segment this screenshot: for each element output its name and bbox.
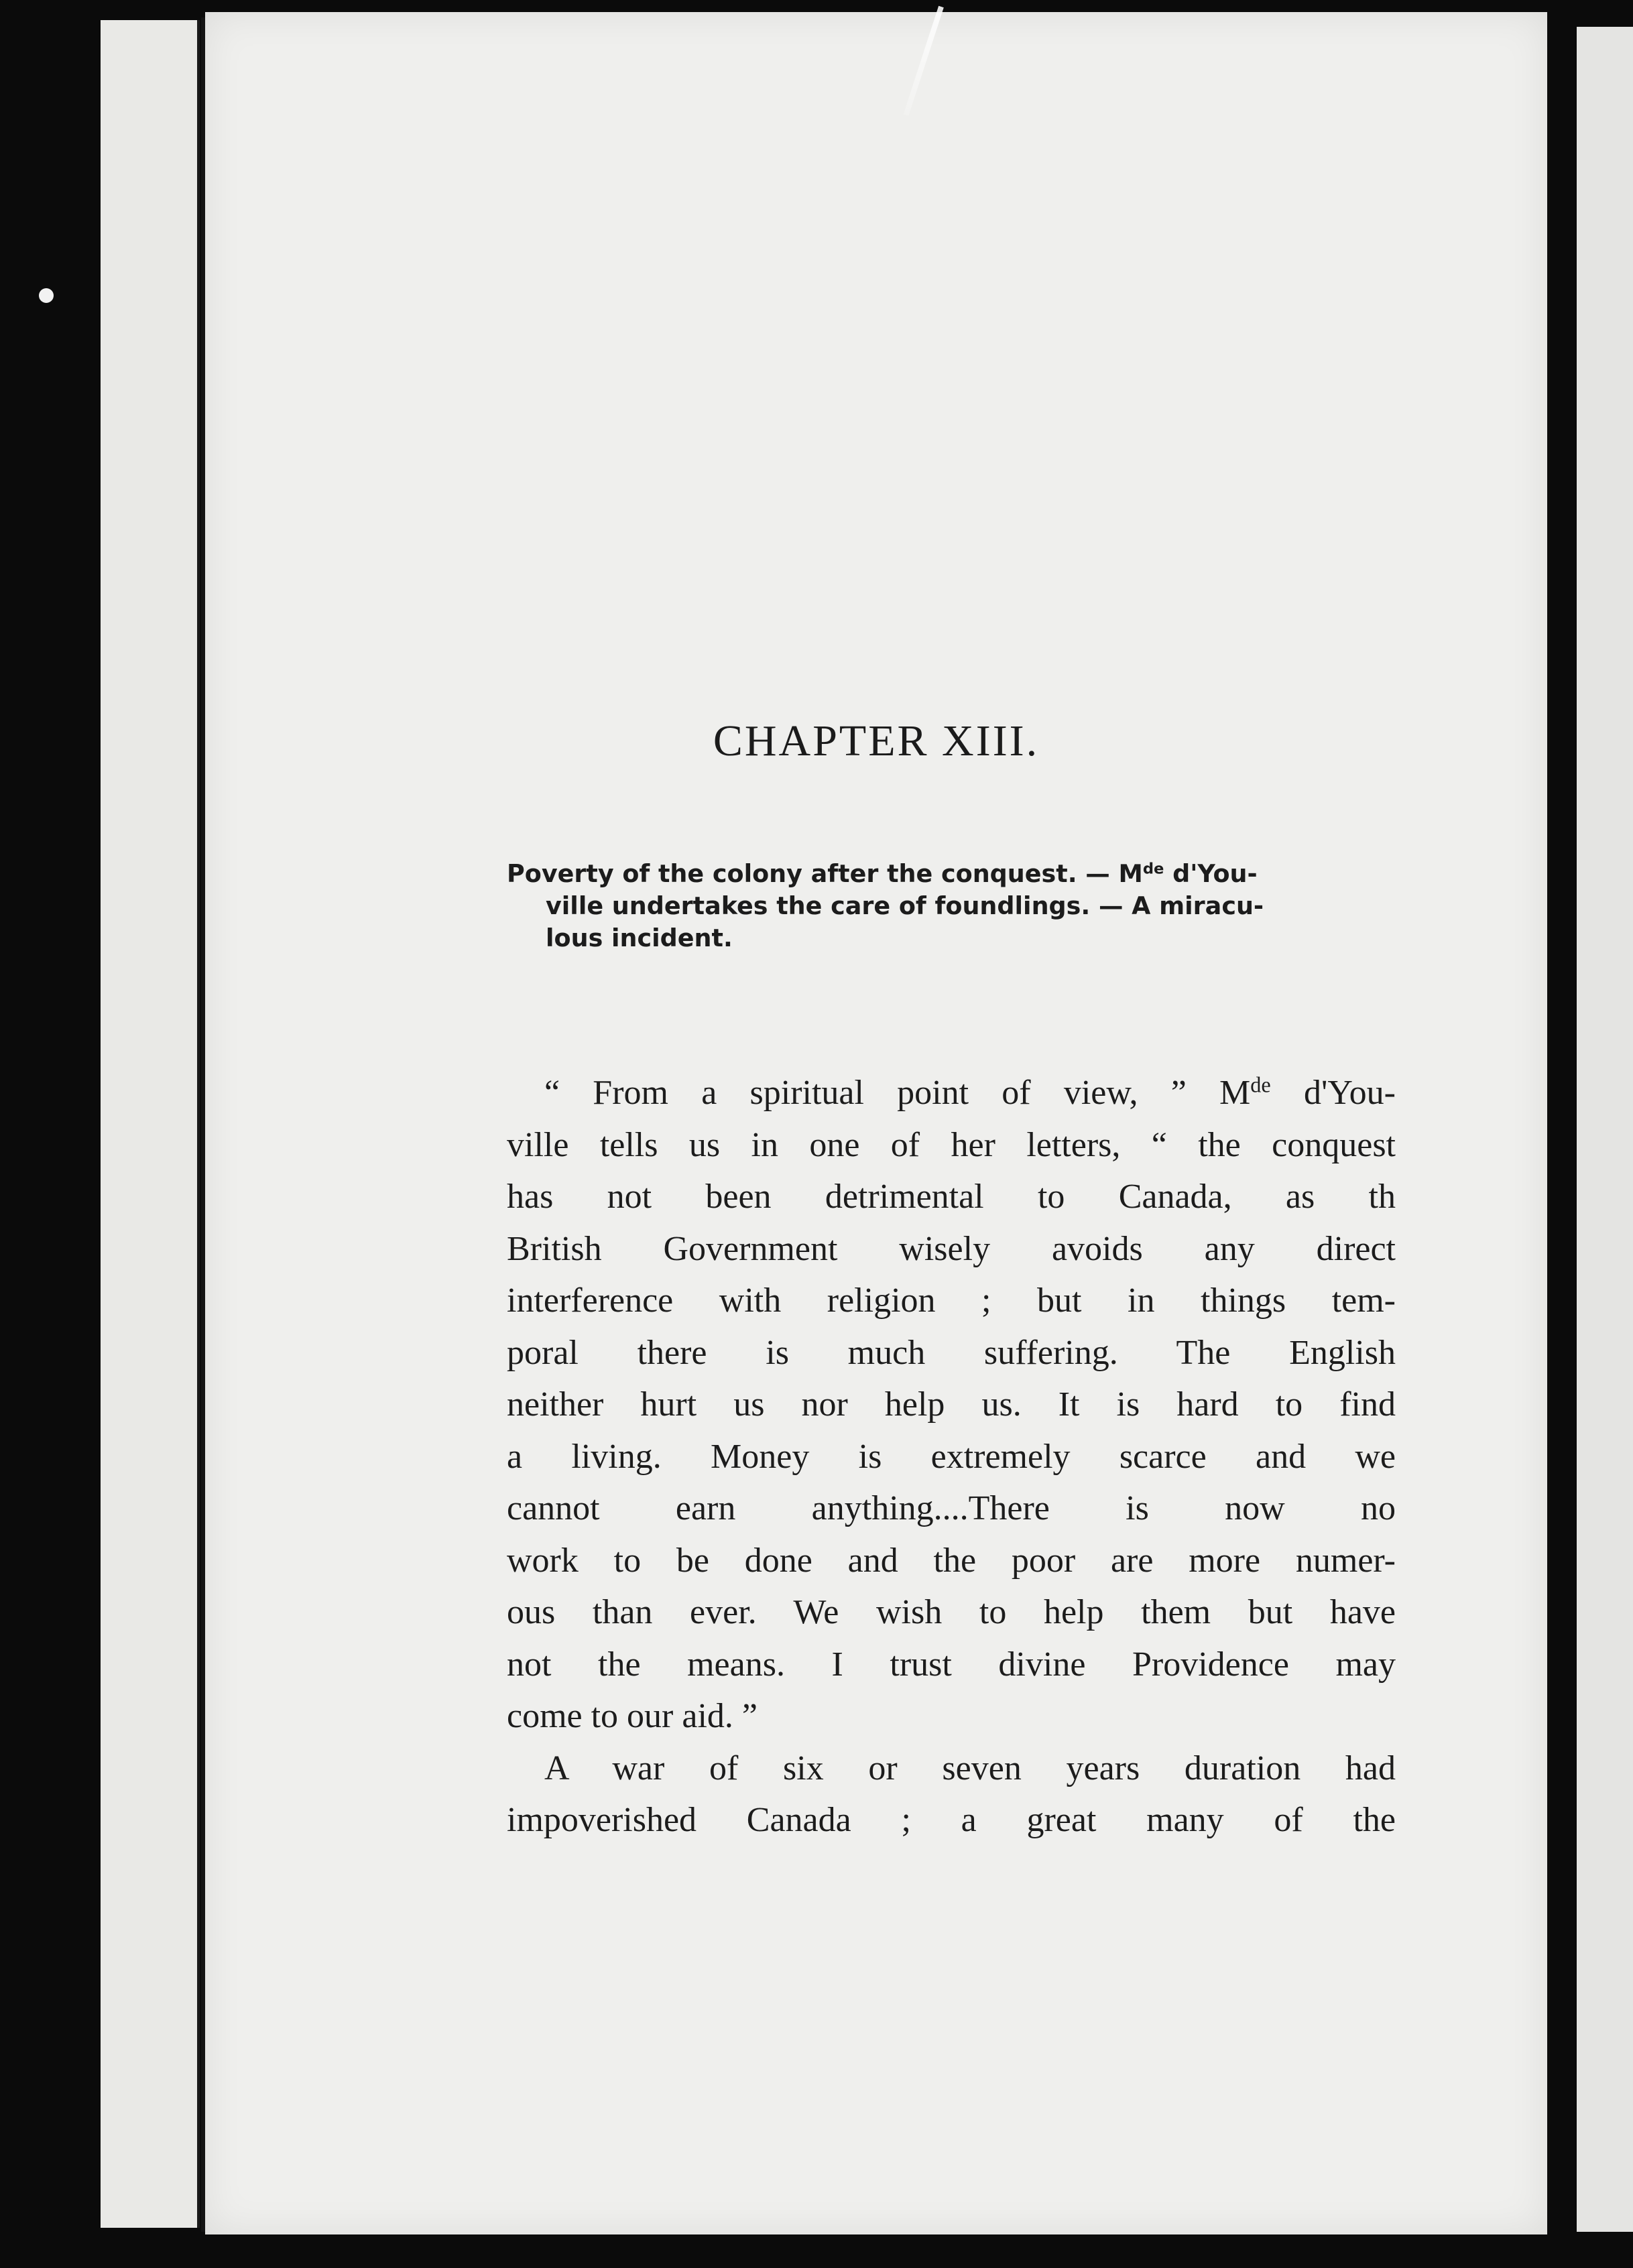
body-line: impoverished Canada ; a great many of the (507, 1801, 1396, 1839)
body-line: ous than ever. We wish to help them but have (507, 1593, 1396, 1631)
body-line: poral there is much suffering. The English (507, 1333, 1396, 1372)
bottom-margin-shadow (0, 2234, 1633, 2268)
body-line: A war of six or seven years duration had (544, 1749, 1396, 1787)
summary-text-end: d'You- ville undertakes the care of foundlings. — A miracu- lous incident. (546, 859, 1264, 952)
body-line: has not been detrimental to Canada, as th (507, 1178, 1396, 1216)
body-text (507, 1067, 1396, 1846)
body-line: British Government wisely avoids any direct (507, 1229, 1396, 1268)
body-line-end: d'You- (1270, 1074, 1396, 1112)
body-line: neither hurt us nor help us. It is hard to find (507, 1385, 1396, 1424)
facing-page-edge (1577, 27, 1633, 2232)
body-line: cannot earn anything....There is now no (507, 1489, 1396, 1527)
chapter-title: CHAPTER XIII. (713, 716, 1040, 765)
page-edge (164, 20, 200, 2228)
body-line: come to our aid. ” (507, 1697, 758, 1735)
body-line-start: “ From a spiritual point of view, ” M (544, 1074, 1251, 1112)
body-line: not the means. I trust divine Providence may (507, 1645, 1396, 1684)
body-line: work to be done and the poor are more numer- (507, 1541, 1396, 1580)
body-superscript: de (1250, 1072, 1271, 1097)
body-line: ville tells us in one of her letters, “ the conquest (507, 1125, 1396, 1164)
body-line (507, 1067, 1396, 1119)
chapter-summary (507, 858, 1437, 954)
body-line: interference with religion ; but in things tem- (507, 1281, 1396, 1320)
summary-superscript: de (1142, 860, 1164, 878)
scan-fleck (39, 288, 54, 303)
right-margin-shadow (1547, 0, 1577, 2268)
body-line: a living. Money is extremely scarce and we (507, 1437, 1396, 1476)
summary-text-start: Poverty of the colony after the conquest. — M (507, 859, 1143, 888)
